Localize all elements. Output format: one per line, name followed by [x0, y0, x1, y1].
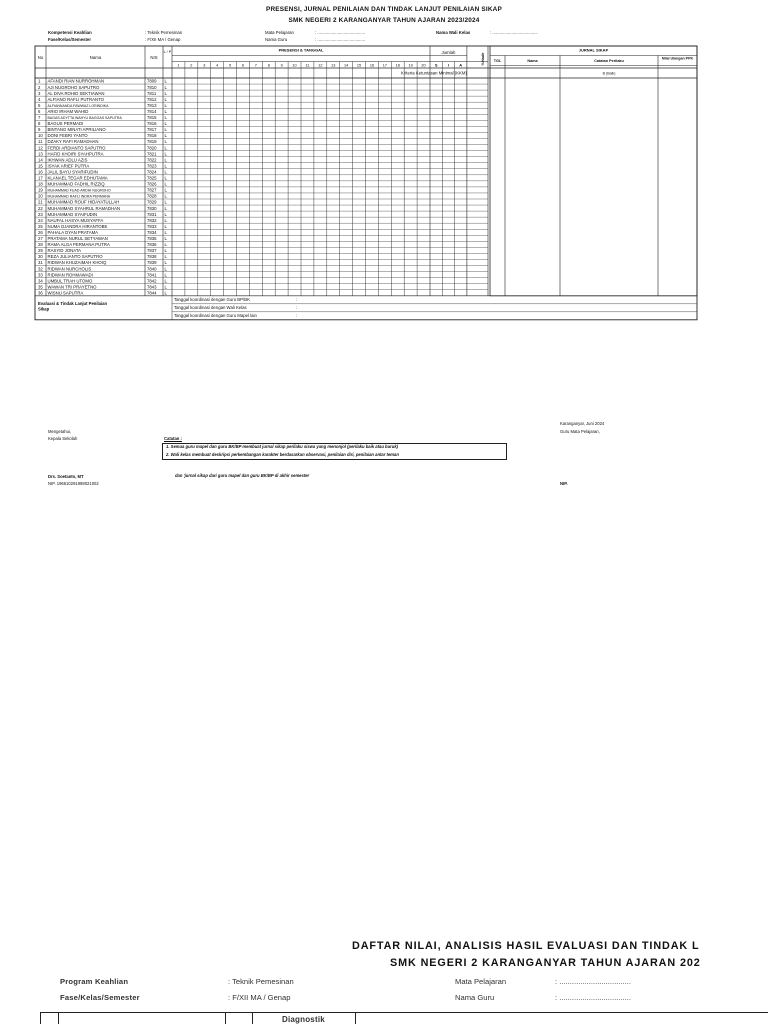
student-no: 15 — [38, 163, 43, 169]
student-no: 6 — [38, 108, 41, 114]
student-gender: L — [164, 272, 167, 278]
student-no: 13 — [38, 151, 43, 157]
page2-guru-value: : .................................. — [555, 993, 631, 1002]
place-date: Karanganyar, Juni 2024 — [560, 421, 605, 426]
student-gender: L — [164, 193, 167, 199]
page2-fase-label: Fase/Kelas/Semester — [60, 993, 140, 1002]
page2-title: DAFTAR NILAI, ANALISIS HASIL EVALUASI DAN TINDAK L — [352, 940, 700, 952]
student-nis: 7825 — [147, 175, 157, 181]
day-number-5: 5 — [228, 63, 232, 68]
student-no: 18 — [38, 181, 43, 187]
student-nis: 7814 — [147, 108, 157, 114]
student-no: 7 — [38, 115, 41, 120]
doc-title: PRESENSI, JURNAL PENILAIAN DAN TINDAK LANJUT PENILAIAN SIKAP — [266, 6, 502, 13]
student-name: MUHAMMAD ROUF HIDAYATULLAH — [47, 199, 120, 205]
student-nis: 7832 — [147, 217, 157, 223]
student-gender: L — [164, 217, 167, 223]
student-name: KLANAEL TEGAR EDHUTAMA — [47, 175, 108, 181]
student-no: 25 — [38, 223, 43, 229]
student-no: 32 — [38, 266, 43, 272]
student-gender: L — [164, 199, 167, 205]
wali-value: : ...................................... — [490, 30, 538, 35]
kkm-label: Kriteria Ketuntasan Minimal (KKM) — [401, 70, 467, 76]
jumlah-col-A: A — [459, 62, 463, 68]
student-gender: L — [164, 284, 167, 290]
student-gender: L — [164, 242, 167, 248]
page2-subtitle: SMK NEGERI 2 KARANGANYAR TAHUN AJARAN 202 — [390, 957, 701, 969]
mapel-value: : ........................................ — [315, 30, 366, 35]
page2-diagnostik-header: Diagnostik — [282, 1015, 325, 1024]
student-no: 9 — [38, 127, 41, 133]
student-nis: 7812 — [147, 96, 157, 102]
student-gender: L — [164, 90, 167, 96]
student-gender: L — [164, 205, 167, 211]
jumlah-header: Jumlah — [441, 50, 456, 55]
student-name: ALFIANO RAFLI PUTRANTO — [47, 96, 105, 102]
student-nis: 7829 — [147, 199, 157, 205]
student-nis: 7833 — [147, 223, 157, 229]
student-gender: L — [164, 139, 167, 145]
guru-nip: NIP. — [560, 481, 568, 486]
student-nis: 7831 — [147, 211, 157, 217]
student-name: MUHAMMAD FADHIL RIZZIQ — [47, 181, 105, 187]
student-no: 21 — [38, 199, 43, 205]
col-no-header: No — [37, 55, 44, 60]
student-nis: 7844 — [147, 290, 157, 296]
evaluasi-label: Evaluasi & Tindak Lanjut Penilaian — [38, 300, 108, 306]
student-no: 36 — [38, 290, 43, 296]
day-number-18: 18 — [395, 63, 400, 68]
student-name: RAMA ALGA PERMANA PUTRA — [47, 242, 110, 248]
student-nis: 7819 — [147, 139, 157, 145]
student-nis: 7842 — [147, 278, 157, 284]
student-no: 30 — [38, 254, 43, 260]
guru-mapel-title: Guru Mata Pelajaran, — [560, 429, 600, 434]
col-nama-header: Nama — [89, 55, 102, 60]
col-nis-header: NIS — [150, 55, 158, 60]
student-nis: 7809 — [147, 78, 157, 84]
catatan-note-2: 2. Wali kelas membuat deskripsi perkembangan karakter berdasarkan observasi, penilaian diri, penilaian antar teman — [166, 452, 399, 457]
page2-fase-value: : F/XII MA / Genap — [228, 993, 291, 1002]
page2-mapel-value: : .................................. — [555, 977, 631, 986]
evaluasi-row-text: Tanggal koordinasi dengan Guru Mapel lain — [174, 313, 257, 319]
student-nis: 7828 — [147, 193, 157, 199]
student-gender: L — [164, 260, 167, 266]
jumlah-col-I: I — [447, 62, 450, 68]
student-no: 1 — [38, 78, 41, 84]
student-name: WISNU SAPUTRA — [47, 290, 84, 296]
mapel-label: Mata Pelajaran — [265, 30, 294, 35]
day-number-19: 19 — [408, 63, 413, 68]
day-number-20: 20 — [421, 63, 426, 68]
student-nis: 7836 — [147, 242, 157, 248]
student-gender: L — [164, 248, 167, 254]
page2-program-value: : Teknik Pemesinan — [228, 977, 294, 986]
student-nis: 7810 — [147, 84, 157, 90]
student-nis: 7840 — [147, 266, 157, 272]
student-no: 12 — [38, 145, 43, 151]
day-number-9: 9 — [280, 63, 283, 68]
student-nis: 7813 — [147, 102, 157, 108]
student-gender: L — [164, 108, 167, 114]
page2-col-div-4 — [355, 1012, 356, 1024]
day-number-7: 7 — [254, 63, 257, 68]
doc-subtitle: SMK NEGERI 2 KARANGANYAR TAHUN AJARAN 2023/2024 — [288, 17, 480, 24]
page2-col-div-2 — [225, 1012, 226, 1024]
jumlah-col-S: S — [434, 62, 438, 68]
student-gender: L — [164, 157, 167, 163]
page2-table-top — [40, 1012, 768, 1024]
student-gender: L — [164, 127, 167, 133]
student-name: NAUFAL HASYA MUSYAFFA — [47, 217, 104, 223]
student-gender: L — [164, 211, 167, 217]
student-gender: L — [164, 254, 167, 260]
page2-guru-label: Nama Guru — [455, 993, 495, 1002]
col-jurnal-nama-header: Nama — [527, 59, 538, 63]
student-nis: 7821 — [147, 151, 157, 157]
guru-value: : ........................................ — [315, 37, 366, 42]
student-name: AFANDI RIAN NURROHMAN — [47, 78, 105, 84]
student-no: 8 — [38, 121, 41, 127]
day-number-3: 3 — [203, 63, 206, 68]
evaluasi-row-colon: : — [296, 305, 298, 311]
attendance-journal-table — [0, 0, 768, 420]
wali-label: Nama Wali Kelas — [436, 30, 471, 35]
student-no: 4 — [38, 96, 41, 102]
student-name: NUMA DJANDRA HIRANTOBE — [47, 223, 108, 229]
student-gender: L — [164, 187, 167, 193]
student-gender: L — [164, 266, 167, 272]
catatan-note-1: 1. Semua guru mapel dan guru BK/BP membuat jurnal sikap perilaku siswa yang menonjol (perilaku baik atau buruk) — [166, 444, 399, 449]
student-name: BINTANG MINATI APRILIANO — [47, 127, 106, 133]
student-name: REZA JULIANTO SAPUTRO — [47, 254, 103, 260]
student-no: 20 — [38, 193, 43, 199]
col-nilai-header: Nilai Ulangan PPK — [661, 56, 694, 61]
student-name: ARIO IRHAM WAHID — [47, 108, 89, 114]
jurnal-sikap-header: JURNAL SIKAP — [578, 47, 609, 53]
day-number-11: 11 — [305, 63, 310, 68]
student-nis: 7816 — [147, 121, 157, 127]
student-nis: 7837 — [147, 248, 157, 254]
student-no: 3 — [38, 90, 41, 96]
student-name: UMBUL TRAH UTOMO — [47, 278, 93, 284]
student-gender: L — [164, 278, 167, 284]
student-nis: 7843 — [147, 284, 157, 290]
evaluasi-row-text: Tanggal koordinasi dengan Guru BP/BK — [174, 297, 250, 303]
student-gender: L — [164, 133, 167, 139]
day-number-2: 2 — [190, 63, 193, 68]
student-gender: L — [164, 78, 167, 84]
mengetahui-label: Mengetahui, — [48, 429, 72, 434]
col-lp-header: L / P — [163, 50, 172, 54]
student-no: 33 — [38, 272, 43, 278]
page2-mapel-label: Mata Pelajaran — [455, 977, 507, 986]
student-nis: 7823 — [147, 163, 157, 169]
student-gender: L — [164, 121, 167, 127]
hadir-pct-header: %Hadir — [481, 52, 485, 66]
day-number-14: 14 — [344, 63, 349, 68]
day-number-8: 8 — [267, 63, 270, 68]
student-nis: 7841 — [147, 272, 157, 278]
student-no: 28 — [38, 242, 43, 248]
student-no: 29 — [38, 248, 43, 254]
student-nis: 7830 — [147, 205, 157, 211]
day-number-4: 4 — [216, 63, 219, 68]
student-gender: L — [164, 181, 167, 187]
student-name: ALFIANNANDA FAWWAZ LORINDIKA — [47, 103, 109, 108]
student-nis: 7815 — [147, 115, 157, 120]
student-gender: L — [164, 223, 167, 229]
page2-col-div-1 — [58, 1012, 59, 1024]
evaluasi-row-colon: : — [296, 313, 298, 319]
student-nis: 7835 — [147, 236, 157, 241]
student-name: IKHWAN ADLU AZIS — [47, 157, 88, 163]
student-no: 10 — [38, 133, 43, 139]
jurnal-sikap-block — [490, 46, 697, 296]
student-gender: L — [164, 84, 167, 90]
table-frame — [35, 46, 697, 320]
student-name: MUHAMMAD SYAHRUL RAMADHAN — [47, 205, 121, 211]
kepsek-title: Kepala Sekolah — [48, 436, 78, 441]
student-name: RIDWAN NURCHOLIS — [47, 266, 92, 272]
kepsek-nip: NIP. 196610291998021002 — [48, 481, 99, 486]
student-name: RIDWAN ROHMAWADI — [47, 272, 93, 278]
student-nis: 7838 — [147, 254, 157, 260]
student-no: 31 — [38, 260, 43, 266]
student-nis: 7820 — [147, 145, 157, 151]
day-number-10: 10 — [292, 63, 297, 68]
student-name: AJI NUGROHO SAPUTRO — [47, 84, 100, 90]
student-no: 27 — [38, 236, 43, 241]
student-gender: L — [164, 229, 167, 235]
student-gender: L — [164, 115, 167, 120]
student-name: PAHALA DYAN PRATAMA — [47, 229, 99, 235]
student-name: DZAKY RAFI RAMADHAN — [47, 139, 99, 145]
student-nis: 7817 — [147, 127, 157, 133]
student-name: FERDI ARDIANTO SAPUTRO — [47, 145, 106, 151]
student-no: 19 — [38, 187, 43, 193]
col-tgl-header: TGL — [493, 59, 502, 63]
evaluasi-label-cont: Sikap — [38, 306, 50, 312]
kkm-value: B (Baik) — [602, 71, 616, 76]
page2-col-div-3 — [252, 1012, 253, 1024]
student-name: WAWAN TRI PRAYETNO — [47, 284, 97, 290]
student-no: 2 — [38, 84, 41, 90]
student-name: MUHAMMAD SYAIFUDIN — [47, 211, 98, 217]
student-name: PRATAMA NURUL SETYAWAN — [47, 236, 108, 241]
presensi-header: PRESENSI & TANGGAL — [278, 47, 324, 53]
kepsek-name: Drs. Soetanto, MT — [48, 474, 84, 479]
student-gender: L — [164, 290, 167, 296]
day-number-6: 6 — [241, 63, 245, 68]
catatan-note-3: dan 'jurnal sikap dari guru mapel dan guru BK/BP di akhir semester — [175, 473, 310, 478]
student-name: HAFID KHOIRI SYAHPUTRA — [47, 151, 104, 157]
kompetensi-value: : Teknik Pemesinan — [145, 30, 183, 35]
student-name: RIDWAN KHUZAIMAH KHOIQ — [47, 260, 107, 266]
student-gender: L — [164, 175, 167, 181]
student-name: JALIL BAYU SYARIFUDIN — [47, 169, 98, 175]
student-no: 26 — [38, 229, 43, 235]
student-nis: 7824 — [147, 169, 157, 175]
evaluasi-row-colon: : — [296, 297, 298, 303]
student-name: MUHAMMAD FUAD ARDHI NUGROHO — [47, 188, 111, 193]
student-name: ISYAK ARIEF PUTRA — [47, 163, 90, 169]
student-nis: 7818 — [147, 133, 157, 139]
student-no: 17 — [38, 175, 43, 181]
day-number-13: 13 — [331, 63, 336, 68]
student-name: AL DIVA ROHID SEKTIAWAN — [47, 90, 105, 96]
student-no: 11 — [38, 139, 43, 145]
student-no: 16 — [38, 169, 43, 175]
fase-value: : F/XII MA / Genap — [145, 37, 181, 42]
student-name: MUHAMMAD RAFLI INDRA PERMANA — [47, 194, 111, 199]
student-no: 23 — [38, 211, 43, 217]
day-number-1: 1 — [177, 63, 180, 68]
student-gender: L — [164, 102, 167, 108]
student-nis: 7826 — [147, 181, 157, 187]
student-no: 34 — [38, 278, 43, 284]
day-number-15: 15 — [356, 63, 362, 68]
fase-label: Fase/Kelas/Semester — [48, 37, 91, 42]
evaluasi-row-text: Tanggal koordinasi dengan Wali Kelas — [174, 305, 247, 311]
student-gender: L — [164, 236, 167, 241]
student-no: 35 — [38, 284, 43, 290]
student-no: 5 — [38, 102, 41, 108]
student-nis: 7834 — [147, 229, 157, 235]
student-nis: 7811 — [147, 90, 157, 96]
student-gender: L — [164, 151, 167, 157]
kompetensi-label: Kompetensi Keahlian — [48, 30, 92, 35]
day-number-12: 12 — [318, 63, 323, 68]
page2-program-label: Program Keahlian — [60, 977, 129, 986]
student-no: 14 — [38, 157, 43, 163]
student-nis: 7827 — [147, 187, 157, 193]
catatan-label: Catatan : — [164, 436, 182, 441]
guru-label: Nama Guru — [265, 37, 288, 42]
student-gender: L — [164, 169, 167, 175]
day-number-16: 16 — [369, 63, 375, 68]
student-no: 22 — [38, 205, 43, 211]
student-gender: L — [164, 145, 167, 151]
student-nis: 7822 — [147, 157, 157, 163]
student-name: BAGUS PERMADI — [47, 121, 84, 127]
student-no: 24 — [38, 217, 43, 223]
day-number-17: 17 — [382, 63, 387, 68]
student-nis: 7839 — [147, 260, 157, 266]
student-name: DONI FEBRI YANTO — [47, 133, 88, 139]
student-gender: L — [164, 96, 167, 102]
student-name: RASYID JONATA — [47, 248, 82, 254]
col-catatan-header: Catatan Perilaku — [594, 59, 624, 63]
student-name: BAGAS ADYTTA WAHYU BAGGAS SAPUTRA — [47, 116, 122, 120]
student-gender: L — [164, 163, 167, 169]
